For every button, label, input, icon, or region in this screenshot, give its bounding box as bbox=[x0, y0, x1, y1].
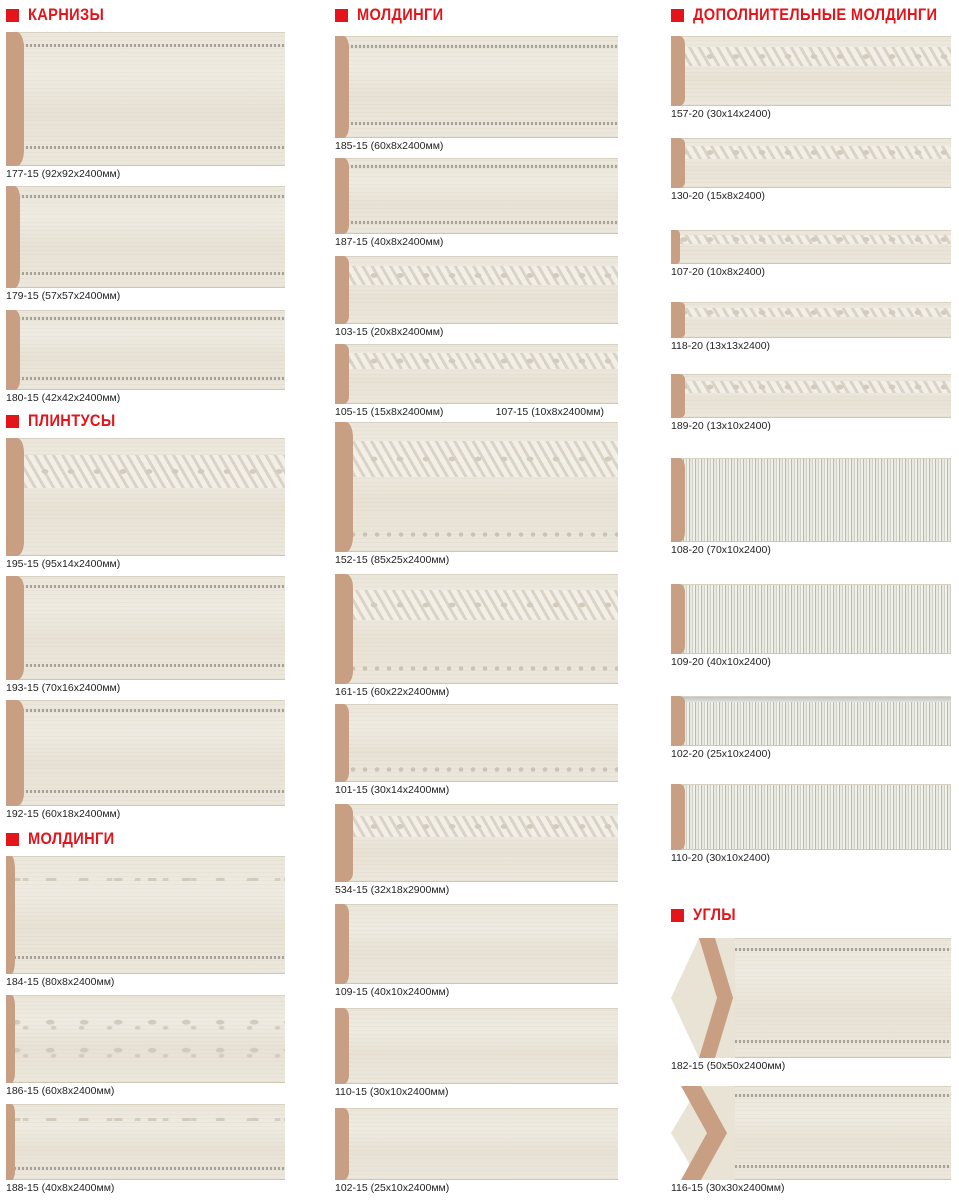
profile-cross-section bbox=[335, 344, 349, 404]
molding-image bbox=[671, 138, 951, 188]
product-118-20[interactable] bbox=[671, 302, 951, 354]
right-column bbox=[671, 0, 956, 1200]
product-label: 182-15 (50х50х2400мм) bbox=[671, 1060, 786, 1072]
red-square-icon bbox=[6, 415, 19, 428]
product-534-15[interactable] bbox=[335, 804, 618, 898]
profile-cross-section bbox=[6, 995, 15, 1083]
product-109-15[interactable] bbox=[335, 904, 618, 1000]
product-184-15[interactable] bbox=[6, 856, 285, 990]
profile-cross-section bbox=[671, 374, 685, 418]
molding-image bbox=[711, 938, 951, 1058]
product-label: 189-20 (13х10х2400) bbox=[671, 420, 771, 432]
product-label: 188-15 (40х8х2400мм) bbox=[6, 1182, 115, 1194]
molding-image bbox=[335, 256, 618, 324]
molding-image bbox=[6, 576, 285, 680]
molding-image bbox=[671, 374, 951, 418]
molding-image bbox=[671, 36, 951, 106]
product-180-15[interactable] bbox=[6, 310, 285, 406]
product-116-15[interactable] bbox=[671, 1086, 951, 1196]
molding-image bbox=[335, 1008, 618, 1084]
product-label: 177-15 (92х92х2400мм) bbox=[6, 168, 121, 180]
product-102-20[interactable] bbox=[671, 696, 951, 762]
molding-image bbox=[335, 704, 618, 782]
profile-cross-section bbox=[335, 256, 349, 324]
product-192-15[interactable] bbox=[6, 700, 285, 822]
molding-image bbox=[6, 186, 285, 288]
product-177-15[interactable] bbox=[6, 32, 285, 182]
product-label: 110-15 (30х10х2400мм) bbox=[335, 1086, 449, 1098]
product-label: 116-15 (30х30х2400мм) bbox=[671, 1182, 785, 1194]
molding-image bbox=[671, 696, 951, 746]
product-label: 109-20 (40х10х2400) bbox=[671, 656, 771, 668]
product-label: 180-15 (42х42х2400мм) bbox=[6, 392, 121, 404]
profile-cross-section bbox=[335, 1108, 349, 1180]
product-103-15[interactable] bbox=[335, 256, 618, 340]
molding-image bbox=[671, 458, 951, 542]
product-label: 193-15 (70х16х2400мм) bbox=[6, 682, 121, 694]
profile-cross-section bbox=[6, 700, 24, 806]
profile-cross-section bbox=[671, 230, 680, 264]
molding-image bbox=[6, 995, 285, 1083]
middle-column bbox=[335, 0, 625, 1200]
profile-cross-section bbox=[335, 704, 349, 782]
product-187-15[interactable] bbox=[335, 158, 618, 250]
corner-chevron-icon bbox=[671, 938, 735, 1058]
profile-cross-section bbox=[671, 696, 685, 746]
product-label: 108-20 (70х10х2400) bbox=[671, 544, 771, 556]
molding-image bbox=[335, 574, 618, 684]
product-189-20[interactable] bbox=[671, 374, 951, 434]
product-label: 187-15 (40х8х2400мм) bbox=[335, 236, 444, 248]
product-label: 102-20 (25х10х2400) bbox=[671, 748, 771, 760]
molding-image bbox=[335, 344, 618, 404]
profile-cross-section bbox=[671, 458, 685, 542]
heading-text: ПЛИНТУСЫ bbox=[28, 411, 116, 430]
profile-cross-section bbox=[335, 574, 353, 684]
heading-plintusy bbox=[6, 408, 130, 434]
heading-moldingi-mid bbox=[335, 2, 458, 28]
profile-cross-section bbox=[6, 32, 24, 166]
left-column bbox=[0, 0, 290, 1200]
product-label-secondary: 107-15 (10х8х2400мм) bbox=[495, 406, 604, 418]
red-square-icon bbox=[6, 9, 19, 22]
profile-cross-section bbox=[6, 856, 15, 974]
profile-cross-section bbox=[671, 138, 685, 188]
product-107-20[interactable] bbox=[671, 230, 951, 280]
product-109-20[interactable] bbox=[671, 584, 951, 670]
molding-image bbox=[6, 32, 285, 166]
product-179-15[interactable] bbox=[6, 186, 285, 304]
product-108-20[interactable] bbox=[671, 458, 951, 558]
red-square-icon bbox=[671, 909, 684, 922]
molding-image bbox=[671, 784, 951, 850]
molding-image bbox=[6, 700, 285, 806]
profile-cross-section bbox=[335, 804, 353, 882]
product-101-15[interactable] bbox=[335, 704, 618, 798]
product-105-15[interactable] bbox=[335, 344, 618, 420]
product-label: 184-15 (80х8х2400мм) bbox=[6, 976, 115, 988]
product-label: 130-20 (15х8х2400) bbox=[671, 190, 765, 202]
profile-cross-section bbox=[335, 904, 349, 984]
product-label: 161-15 (60х22х2400мм) bbox=[335, 686, 450, 698]
product-label: 186-15 (60х8х2400мм) bbox=[6, 1085, 115, 1097]
molding-image bbox=[6, 438, 285, 556]
profile-cross-section bbox=[335, 158, 349, 234]
product-157-20[interactable] bbox=[671, 36, 951, 122]
product-193-15[interactable] bbox=[6, 576, 285, 696]
product-label: 110-20 (30х10х2400) bbox=[671, 852, 771, 864]
profile-cross-section bbox=[6, 310, 20, 390]
molding-image bbox=[335, 1108, 618, 1180]
molding-image bbox=[335, 904, 618, 984]
product-182-15[interactable] bbox=[671, 938, 951, 1074]
molding-image bbox=[335, 422, 618, 552]
product-102-15[interactable] bbox=[335, 1108, 618, 1196]
product-label: 185-15 (60х8х2400мм) bbox=[335, 140, 444, 152]
heading-moldingi-left bbox=[6, 826, 129, 852]
product-label: 534-15 (32х18х2900мм) bbox=[335, 884, 450, 896]
molding-image bbox=[335, 36, 618, 138]
heading-text: УГЛЫ bbox=[693, 905, 736, 924]
heading-ugly bbox=[671, 902, 743, 928]
profile-cross-section bbox=[335, 1008, 349, 1084]
profile-cross-section bbox=[6, 438, 24, 556]
product-110-20[interactable] bbox=[671, 784, 951, 866]
molding-image bbox=[671, 230, 951, 264]
product-label: 107-20 (10х8х2400) bbox=[671, 266, 765, 278]
profile-cross-section bbox=[671, 302, 685, 338]
red-square-icon bbox=[671, 9, 684, 22]
profile-cross-section bbox=[671, 584, 685, 654]
product-152-15[interactable] bbox=[335, 422, 618, 568]
profile-cross-section bbox=[6, 1104, 15, 1180]
molding-image bbox=[671, 302, 951, 338]
profile-cross-section bbox=[6, 186, 20, 288]
product-188-15[interactable] bbox=[6, 1104, 285, 1196]
product-185-15[interactable] bbox=[335, 36, 618, 154]
product-label: 103-15 (20х8х2400мм) bbox=[335, 326, 444, 338]
molding-image bbox=[335, 158, 618, 234]
product-label: 109-15 (40х10х2400мм) bbox=[335, 986, 450, 998]
heading-text: КАРНИЗЫ bbox=[28, 5, 105, 24]
product-label: 102-15 (25х10х2400мм) bbox=[335, 1182, 450, 1194]
molding-image bbox=[6, 1104, 285, 1180]
product-130-20[interactable] bbox=[671, 138, 951, 204]
profile-cross-section bbox=[335, 36, 349, 138]
heading-dop-moldingi bbox=[671, 2, 959, 28]
product-label: 101-15 (30х14х2400мм) bbox=[335, 784, 450, 796]
profile-cross-section bbox=[671, 784, 685, 850]
heading-text: ДОПОЛНИТЕЛЬНЫЕ МОЛДИНГИ bbox=[693, 5, 938, 24]
red-square-icon bbox=[6, 833, 19, 846]
molding-image bbox=[6, 856, 285, 974]
profile-cross-section bbox=[6, 576, 24, 680]
molding-image bbox=[711, 1086, 951, 1180]
product-110-15[interactable] bbox=[335, 1008, 618, 1100]
heading-text: МОЛДИНГИ bbox=[357, 5, 444, 24]
product-label: 192-15 (60х18х2400мм) bbox=[6, 808, 121, 820]
molding-image bbox=[335, 804, 618, 882]
product-186-15[interactable] bbox=[6, 995, 285, 1099]
product-label: 118-20 (13х13х2400) bbox=[671, 340, 771, 352]
profile-cross-section bbox=[671, 36, 685, 106]
red-square-icon bbox=[335, 9, 348, 22]
profile-cross-section bbox=[335, 422, 353, 552]
product-195-15[interactable] bbox=[6, 438, 285, 572]
product-label: 152-15 (85х25х2400мм) bbox=[335, 554, 450, 566]
product-label: 195-15 (95х14х2400мм) bbox=[6, 558, 121, 570]
heading-text: МОЛДИНГИ bbox=[28, 829, 115, 848]
heading-karnizy bbox=[6, 2, 117, 28]
product-label: 157-20 (30х14х2400) bbox=[671, 108, 771, 120]
product-161-15[interactable] bbox=[335, 574, 618, 700]
molding-image bbox=[671, 584, 951, 654]
molding-image bbox=[6, 310, 285, 390]
product-label: 105-15 (15х8х2400мм) bbox=[335, 406, 444, 418]
product-label: 179-15 (57х57х2400мм) bbox=[6, 290, 121, 302]
corner-chevron-icon bbox=[671, 1086, 735, 1180]
